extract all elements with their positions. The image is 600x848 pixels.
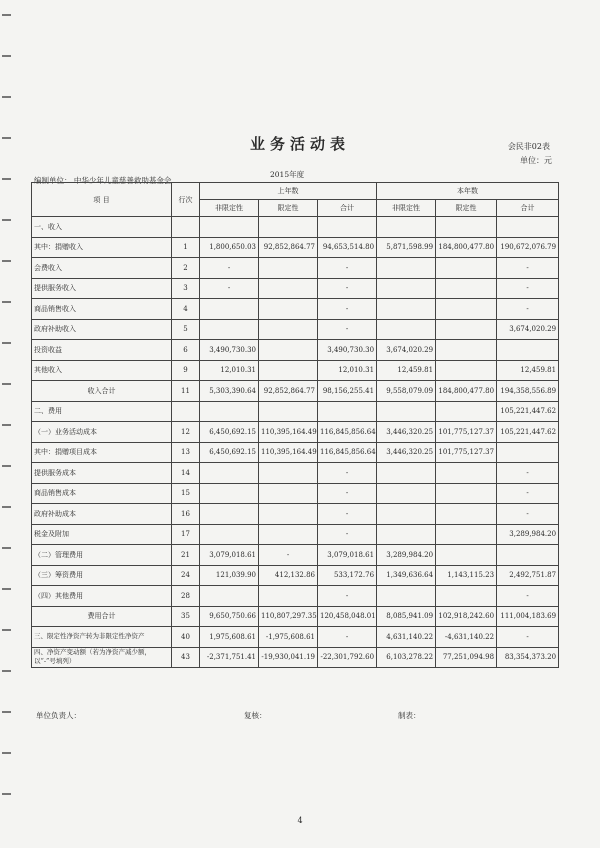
table-row <box>32 422 559 443</box>
cell-value <box>200 463 259 484</box>
cell-value: 9,558,079.09 <box>377 381 436 402</box>
row-line-no: 3 <box>172 278 200 299</box>
cell-value: 12,010.31 <box>200 360 259 381</box>
cell-value: 3,674,020.29 <box>377 340 436 361</box>
cell-value <box>200 504 259 525</box>
cell-value <box>436 586 497 607</box>
cell-value: - <box>497 627 559 648</box>
row-line-no: 1 <box>172 237 200 258</box>
cell-value: - <box>497 278 559 299</box>
cell-value: 111,004,183.69 <box>497 606 559 627</box>
cell-value: 92,852,864.77 <box>259 381 318 402</box>
cell-value <box>200 217 259 238</box>
cell-value <box>377 524 436 545</box>
cell-value: - <box>318 483 377 504</box>
cell-value: 1,349,636.64 <box>377 565 436 586</box>
cell-value <box>497 340 559 361</box>
cell-value: - <box>318 299 377 320</box>
binder-hole <box>2 711 11 713</box>
table-row <box>32 340 559 361</box>
binder-hole <box>2 96 11 98</box>
cell-value: 190,672,076.79 <box>497 237 559 258</box>
cell-value: 92,852,864.77 <box>259 237 318 258</box>
cell-value <box>259 504 318 525</box>
cell-value <box>497 217 559 238</box>
binder-hole <box>2 752 11 754</box>
col-cur-unrestricted: 非限定性 <box>377 200 436 217</box>
cell-value <box>318 217 377 238</box>
cell-value <box>436 258 497 279</box>
col-item: 项 目 <box>32 183 172 217</box>
cell-value: 5,303,390.64 <box>200 381 259 402</box>
cell-value: 5,871,598.99 <box>377 237 436 258</box>
cell-value: - <box>497 463 559 484</box>
row-line-no: 40 <box>172 627 200 648</box>
cell-value: -19,930,041.19 <box>259 647 318 668</box>
table-row <box>32 381 559 402</box>
table-row <box>32 483 559 504</box>
binder-hole <box>2 301 11 303</box>
binder-hole <box>2 588 11 590</box>
binder-hole <box>2 629 11 631</box>
row-line-no: 12 <box>172 422 200 443</box>
cell-value: 6,103,278.22 <box>377 647 436 668</box>
cell-value <box>259 524 318 545</box>
table-row <box>32 524 559 545</box>
binder-hole <box>2 670 11 672</box>
row-line-no: 28 <box>172 586 200 607</box>
cell-value <box>259 278 318 299</box>
cell-value: 94,653,514.80 <box>318 237 377 258</box>
cell-value: - <box>497 504 559 525</box>
cell-value: 3,289,984.20 <box>377 545 436 566</box>
cell-value <box>436 217 497 238</box>
cell-value <box>377 319 436 340</box>
binder-hole <box>2 14 11 16</box>
cell-value: - <box>318 278 377 299</box>
row-line-no: 16 <box>172 504 200 525</box>
row-label: 其他收入 <box>32 360 172 381</box>
row-line-no: 11 <box>172 381 200 402</box>
cell-value <box>436 524 497 545</box>
row-line-no: 2 <box>172 258 200 279</box>
cell-value <box>377 586 436 607</box>
table-row <box>32 647 559 668</box>
cell-value: 101,775,127.37 <box>436 442 497 463</box>
row-line-no: 24 <box>172 565 200 586</box>
row-line-no: 21 <box>172 545 200 566</box>
cell-value: 121,039.90 <box>200 565 259 586</box>
cell-value: 6,450,692.15 <box>200 442 259 463</box>
binder-hole <box>2 465 11 467</box>
table-row <box>32 360 559 381</box>
cell-value: -2,371,751.41 <box>200 647 259 668</box>
cell-value <box>200 524 259 545</box>
row-line-no: 43 <box>172 647 200 668</box>
cell-value: 3,446,320.25 <box>377 422 436 443</box>
binder-hole <box>2 793 11 795</box>
cell-value <box>200 586 259 607</box>
cell-value: 110,807,297.35 <box>259 606 318 627</box>
cell-value <box>497 442 559 463</box>
cell-value: -4,631,140.22 <box>436 627 497 648</box>
table-row <box>32 586 559 607</box>
currency-unit: 单位：元 <box>520 156 552 165</box>
cell-value: 3,079,018.61 <box>318 545 377 566</box>
table-row <box>32 319 559 340</box>
table-row <box>32 442 559 463</box>
cell-value <box>377 504 436 525</box>
row-line-no: 9 <box>172 360 200 381</box>
cell-value: - <box>259 545 318 566</box>
cell-value: - <box>318 463 377 484</box>
row-label: （四）其他费用 <box>32 586 172 607</box>
signature-head: 单位负责人： <box>36 711 81 720</box>
binder-hole <box>2 260 11 262</box>
binder-hole <box>2 219 11 221</box>
cell-value <box>377 258 436 279</box>
cell-value: 116,845,856.64 <box>318 422 377 443</box>
col-cur-restricted: 限定性 <box>436 200 497 217</box>
cell-value: - <box>318 258 377 279</box>
cell-value: 102,918,242.60 <box>436 606 497 627</box>
row-label: 会费收入 <box>32 258 172 279</box>
cell-value: 533,172.76 <box>318 565 377 586</box>
cell-value: 105,221,447.62 <box>497 422 559 443</box>
cell-value: 12,459.81 <box>377 360 436 381</box>
cell-value <box>200 483 259 504</box>
table-row <box>32 237 559 258</box>
cell-value: -22,301,792.60 <box>318 647 377 668</box>
row-label: 其中：捐赠收入 <box>32 237 172 258</box>
cell-value: - <box>318 586 377 607</box>
cell-value: 2,492,751.87 <box>497 565 559 586</box>
cell-value: - <box>200 278 259 299</box>
cell-value <box>200 319 259 340</box>
cell-value: 4,631,140.22 <box>377 627 436 648</box>
cell-value: -1,975,608.61 <box>259 627 318 648</box>
cell-value: - <box>318 627 377 648</box>
table-row <box>32 565 559 586</box>
row-line-no <box>172 401 200 422</box>
cell-value: 101,775,127.37 <box>436 422 497 443</box>
cell-value: 194,358,556.89 <box>497 381 559 402</box>
cell-value <box>436 278 497 299</box>
report-year: 2015年度 <box>270 170 305 179</box>
cell-value: 110,395,164.49 <box>259 422 318 443</box>
cell-value: - <box>497 586 559 607</box>
row-label: 商品销售收入 <box>32 299 172 320</box>
table-row <box>32 463 559 484</box>
cell-value: 98,156,255.41 <box>318 381 377 402</box>
binder-hole <box>2 342 11 344</box>
cell-value: - <box>318 504 377 525</box>
table-row <box>32 606 559 627</box>
col-line: 行次 <box>172 183 200 217</box>
cell-value: 12,459.81 <box>497 360 559 381</box>
col-cur-total: 合计 <box>497 200 559 217</box>
cell-value: 12,010.31 <box>318 360 377 381</box>
row-line-no: 15 <box>172 483 200 504</box>
table-row <box>32 299 559 320</box>
cell-value: 184,800,477.80 <box>436 237 497 258</box>
binder-holes <box>0 0 14 848</box>
col-prev-total: 合计 <box>318 200 377 217</box>
cell-value <box>436 319 497 340</box>
col-prev-unrestricted: 非限定性 <box>200 200 259 217</box>
cell-value: 3,674,020.29 <box>497 319 559 340</box>
cell-value: 9,650,750.66 <box>200 606 259 627</box>
row-label: （三）筹资费用 <box>32 565 172 586</box>
cell-value <box>377 463 436 484</box>
row-label: 三、限定性净资产转为非限定性净资产 <box>32 627 172 648</box>
organization-name: 编制单位： 中华少年儿童慈善救助基金会 <box>34 176 172 185</box>
cell-value <box>377 299 436 320</box>
cell-value: 412,132.86 <box>259 565 318 586</box>
cell-value <box>436 545 497 566</box>
cell-value: 1,975,608.61 <box>200 627 259 648</box>
cell-value <box>259 401 318 422</box>
table-row <box>32 401 559 422</box>
row-line-no: 13 <box>172 442 200 463</box>
row-label: 商品销售成本 <box>32 483 172 504</box>
cell-value: 3,490,730.30 <box>318 340 377 361</box>
row-label: 政府补助成本 <box>32 504 172 525</box>
cell-value <box>377 278 436 299</box>
cell-value <box>497 545 559 566</box>
cell-value <box>436 360 497 381</box>
cell-value <box>259 299 318 320</box>
row-label: 投资收益 <box>32 340 172 361</box>
signature-preparer: 制表： <box>398 711 421 720</box>
cell-value <box>259 258 318 279</box>
row-line-no: 17 <box>172 524 200 545</box>
binder-hole <box>2 178 11 180</box>
row-label: 政府补助收入 <box>32 319 172 340</box>
table-row <box>32 627 559 648</box>
cell-value: 3,079,018.61 <box>200 545 259 566</box>
cell-value <box>436 340 497 361</box>
row-label: 一、收入 <box>32 217 172 238</box>
cell-value <box>259 463 318 484</box>
cell-value: - <box>497 299 559 320</box>
cell-value <box>259 217 318 238</box>
cell-value: 184,800,477.80 <box>436 381 497 402</box>
table-row <box>32 545 559 566</box>
cell-value <box>436 401 497 422</box>
cell-value: 83,354,373.20 <box>497 647 559 668</box>
cell-value <box>259 483 318 504</box>
cell-value <box>259 319 318 340</box>
row-label: 费用合计 <box>32 606 172 627</box>
row-label: （一）业务活动成本 <box>32 422 172 443</box>
row-label: 收入合计 <box>32 381 172 402</box>
cell-value: 120,458,048.01 <box>318 606 377 627</box>
row-label: 其中：捐赠项目成本 <box>32 442 172 463</box>
cell-value: - <box>318 319 377 340</box>
cell-value <box>377 401 436 422</box>
cell-value: - <box>318 524 377 545</box>
activity-table <box>31 182 559 668</box>
row-label: 税金及附加 <box>32 524 172 545</box>
cell-value <box>318 401 377 422</box>
cell-value <box>200 299 259 320</box>
cell-value: 105,221,447.62 <box>497 401 559 422</box>
cell-value <box>436 299 497 320</box>
cell-value: 3,490,730.30 <box>200 340 259 361</box>
row-line-no: 14 <box>172 463 200 484</box>
cell-value <box>377 483 436 504</box>
cell-value: 1,800,650.03 <box>200 237 259 258</box>
cell-value <box>436 504 497 525</box>
cell-value <box>259 340 318 361</box>
binder-hole <box>2 506 11 508</box>
cell-value <box>200 401 259 422</box>
col-prev-restricted: 限定性 <box>259 200 318 217</box>
report-title: 业务活动表 <box>249 135 350 153</box>
binder-hole <box>2 55 11 57</box>
binder-hole <box>2 383 11 385</box>
cell-value <box>377 217 436 238</box>
table-row <box>32 258 559 279</box>
row-label: 提供服务成本 <box>32 463 172 484</box>
cell-value: 116,845,856.64 <box>318 442 377 463</box>
cell-value <box>259 360 318 381</box>
col-cur-year: 本年数 <box>377 183 559 200</box>
cell-value: 6,450,692.15 <box>200 422 259 443</box>
table-row <box>32 504 559 525</box>
row-label: 四、净资产变动额（若为净资产减少额，以“-”号填列） <box>32 647 172 668</box>
cell-value <box>259 586 318 607</box>
row-label: 提供服务收入 <box>32 278 172 299</box>
binder-hole <box>2 424 11 426</box>
cell-value: 3,446,320.25 <box>377 442 436 463</box>
col-prev-year: 上年数 <box>200 183 377 200</box>
table-row <box>32 278 559 299</box>
page-number: 4 <box>297 816 303 825</box>
row-line-no: 6 <box>172 340 200 361</box>
form-number: 会民非02表 <box>507 142 550 151</box>
cell-value: - <box>200 258 259 279</box>
row-label: （二）管理费用 <box>32 545 172 566</box>
row-line-no: 35 <box>172 606 200 627</box>
cell-value: 1,143,115.23 <box>436 565 497 586</box>
cell-value: 3,289,984.20 <box>497 524 559 545</box>
table-row <box>32 217 559 238</box>
cell-value: 77,251,094.98 <box>436 647 497 668</box>
row-line-no: 4 <box>172 299 200 320</box>
cell-value: 8,085,941.09 <box>377 606 436 627</box>
cell-value <box>436 483 497 504</box>
binder-hole <box>2 547 11 549</box>
cell-value: - <box>497 483 559 504</box>
row-label: 二、费用 <box>32 401 172 422</box>
row-line-no: 5 <box>172 319 200 340</box>
row-line-no <box>172 217 200 238</box>
cell-value: - <box>497 258 559 279</box>
cell-value: 110,395,164.49 <box>259 442 318 463</box>
cell-value <box>436 463 497 484</box>
signature-reviewer: 复核： <box>244 711 267 720</box>
